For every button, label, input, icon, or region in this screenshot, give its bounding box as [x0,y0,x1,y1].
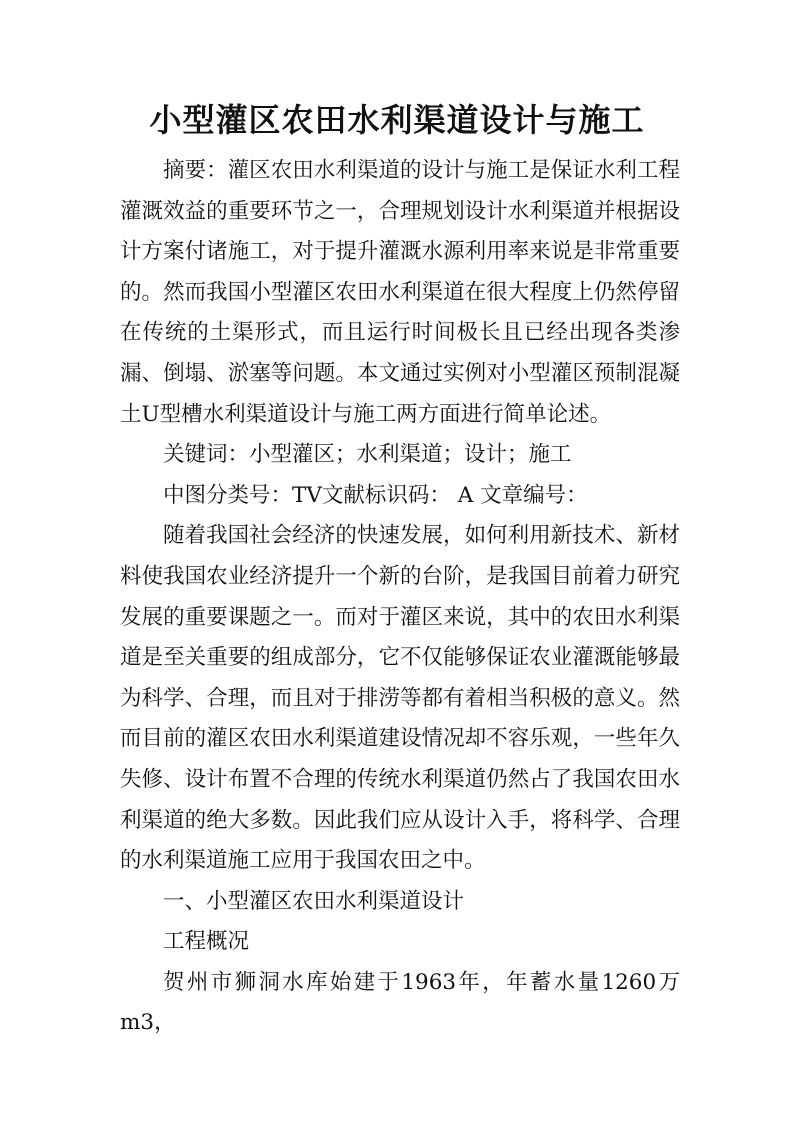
subsection-heading: 工程概况 [163,929,250,955]
intro-paragraph: 随着我国社会经济的快速发展，如何利用新技术、新材料使我国农业经济提升一个新的台阶，是我国目前着力研究发展的重要课题之一。而对于灌区来说，其中的农田水利渠道是至关重要的组成部分，它不仅能够保证农业灌溉能够最为科学、合理，而且对于排涝等都有着相当积极的意义。然而目前的灌区农田水利渠道建设情况却不容乐观，一些年久失修、设计布置不合理的传统水利渠道仍然占了我国农田水利渠道的绝大多数。因此我们应从设计入手，将科学、合理的水利渠道施工应用于我国农田之中。 [120,523,680,874]
keywords-line: 关键词：小型灌区；水利渠道；设计；施工 [163,442,572,468]
document-title: 小型灌区农田水利渠道设计与施工 [149,101,645,139]
classification-line: 中图分类号：TV文献标识码： A 文章编号： [163,482,588,508]
document-body [120,151,680,1044]
body-paragraph: 贺州市狮洞水库始建于1963年，年蓄水量1260万m3， [120,969,680,1036]
abstract-paragraph: 摘要：灌区农田水利渠道的设计与施工是保证水利工程灌溉效益的重要环节之一，合理规划设计水利渠道并根据设计方案付诸施工，对于提升灌溉水源利用率来说是非常重要的。然而我国小型灌区农田水利渠道在很大程度上仍然停留在传统的土渠形式，而且运行时间极长且已经出现各类渗漏、倒塌、淤塞等问题。本文通过实例对小型灌区预制混凝土U型槽水利渠道设计与施工两方面进行简单论述。 [120,158,680,427]
section-heading: 一、小型灌区农田水利渠道设计 [163,888,465,914]
